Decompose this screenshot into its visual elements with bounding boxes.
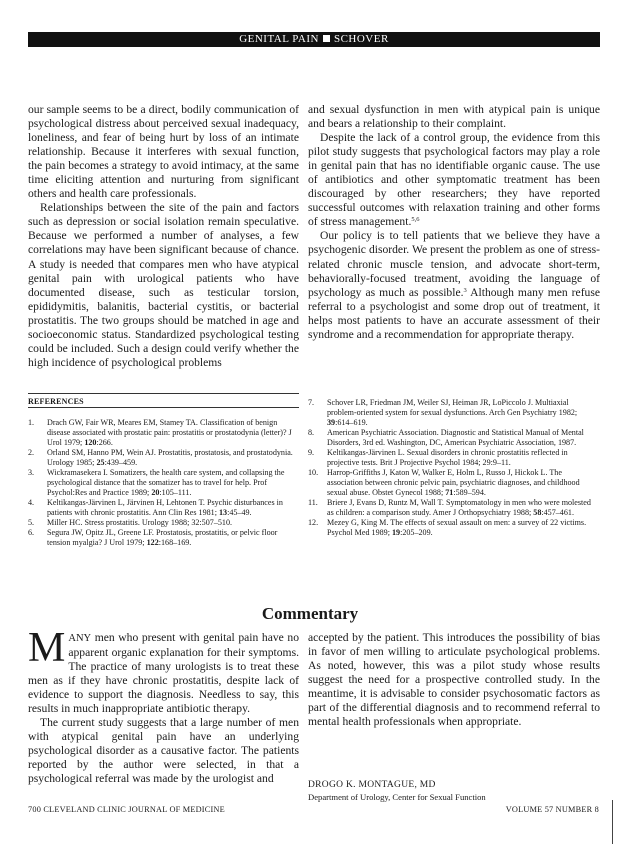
page-edge-line <box>612 800 613 844</box>
reference-item <box>308 468 598 498</box>
reference-number: 8. <box>308 428 315 437</box>
reference-item <box>28 468 299 498</box>
reference-item <box>28 518 299 528</box>
author-name: DROGO K. MONTAGUE, MD <box>308 780 436 790</box>
reference-number: 11. <box>308 498 318 507</box>
references-list-left <box>28 418 299 548</box>
reference-volume: 120 <box>84 438 97 447</box>
reference-pages: :614–619. <box>335 418 368 427</box>
lead-word: ANY <box>68 633 92 644</box>
reference-volume: 39 <box>327 418 336 427</box>
reference-text: Mezey G, King M. The effects of sexual assault on men: a survey of 22 victims. Psychol Med 1989; <box>327 518 587 537</box>
reference-pages: :105–111. <box>159 488 192 497</box>
reference-text: American Psychiatric Association. Diagnostic and Statistical Manual of Mental Disorders, 3rd ed. Washington, DC, American Psychiatric Association, 1987. <box>327 428 584 447</box>
references-top-rule <box>28 393 299 394</box>
reference-number: 4. <box>28 498 35 507</box>
reference-volume: 13 <box>218 508 228 517</box>
commentary-left-column <box>28 625 299 787</box>
commentary-right-column <box>308 631 600 729</box>
footer-journal: 700 CLEVELAND CLINIC JOURNAL OF MEDICINE <box>28 805 225 814</box>
reference-text: Briere J, Evans D, Runtz M, Wall T. Symptomatology in men who were molested as children: a comparison study. Amer J Orthopsychiatry 1988; <box>327 498 591 517</box>
main-text-right-column <box>308 103 600 342</box>
reference-number: 3. <box>28 468 35 477</box>
reference-volume: 122 <box>146 538 159 547</box>
reference-text: Orland SM, Hanno PM, Wein AJ. Prostatitis, prostatosis, and prostatodynia. Urology 1985; <box>47 448 293 467</box>
paragraph: accepted by the patient. This introduces the possibility of bias in favor of men willing to articulate psychological problems. As noted, however, this was a pilot study whose results suggest the need for a prospective controlled study. In the meantime, it is advisable to consider psychosomatic factors as part of the differential diagnosis and to recommend referral to mental health professionals when appropriate. <box>308 631 600 729</box>
paragraph: and sexual dysfunction in men with atypical pain is unique and bears a relationship to their complaint. <box>308 103 600 131</box>
paragraph: Our policy is to tell patients that we believe they have a psychogenic disorder. We present the problem as one of stress-related chronic muscle tension, and advocate short-term, behaviorally-focused treatment, avoiding the language of psychology as much as possible.$^3$ Although many men refuse referral to a psychologist and some drop out of treatment, it helps most patients to have an accurate assessment of their syndrome and a recommendation for appropriate therapy. <box>308 229 601 341</box>
reference-pages: :457–461. <box>541 508 574 517</box>
references-heading-rule <box>28 407 299 408</box>
reference-volume: 20 <box>151 488 160 497</box>
reference-volume: 71 <box>445 488 454 497</box>
reference-item <box>308 518 598 538</box>
reference-item <box>308 398 598 428</box>
paragraph: our sample seems to be a direct, bodily communication of psychological distress about perceived sexual inadequacy, loneliness, and fear of being hurt by loss of an intimate relationship. Because it interferes with sexual function, the pain becomes a strategy to avoid intimacy, at the same time eliciting attention and nurturing from significant others and health care professionals. <box>28 103 299 201</box>
reference-pages: :205–209. <box>400 528 433 537</box>
reference-text: Harrop-Griffiths J, Katon W, Walker E, Holm L, Russo J, Hickok L. The association between chronic pelvic pain, psychiatric diagnoses, and childhood sexual abuse. Obstet Gynecol 1988; <box>327 468 580 497</box>
reference-number: 1. <box>28 418 35 427</box>
reference-item <box>308 428 598 448</box>
paragraph: Despite the lack of a control group, the evidence from this pilot study suggests that psychological factors may play a role in genital pain that has no identifiable organic cause. The use of antibiotics and other symptomatic treatment has been discouraged by other researchers; they have reported successful outcomes with relaxation training and other forms of stress management.$^{5,6}$ <box>308 131 600 229</box>
reference-number: 7. <box>308 398 315 407</box>
reference-item <box>28 498 299 518</box>
reference-number: 12. <box>308 518 319 527</box>
references-list-right <box>308 398 598 538</box>
author-affiliation: Department of Urology, Center for Sexual Function <box>308 792 486 802</box>
reference-pages: :266. <box>96 438 113 447</box>
reference-pages: :168–169. <box>158 538 192 547</box>
reference-item <box>28 448 299 468</box>
reference-text: Miller HC. Stress prostatitis. Urology 1988; 32:507–510. <box>47 518 233 527</box>
reference-text: Schover LR, Friedman JM, Weiler SJ, Heiman JR, LoPiccolo J. Multiaxial problem-oriented system for sexual dysfunctions. Arch Gen Psychiatry 1982; <box>327 398 578 417</box>
reference-number: 5. <box>28 518 35 527</box>
reference-item <box>28 418 299 448</box>
reference-text: Wickramasekera I. Somatizers, the health care system, and collapsing the psychological distance that the somatizer has to travel for help. Prof Psychol:Res and Practice 1989; <box>47 468 285 497</box>
reference-number: 10. <box>308 468 319 477</box>
reference-text: Segura JW, Opitz JL, Greene LF. Prostatosis, prostatitis, or pelvic floor tension myalgia? J Urol 1979; <box>47 528 278 547</box>
citation-superscript: 5,6 <box>411 216 420 224</box>
paragraph: Relationships between the site of the pain and factors such as depression or social isolation remain speculative. Because we performed a number of analyses, a few correlations may have been significant because of chance. A study is needed that compares men who have atypical genital pain with urological patients who have documented disease, such as testicular torsion, epididymitis, balanitis, bacterial cystitis, or bacterial prostatitis. The two groups should be matched in age and socioeconomic status. Standardized psychological testing could be included. Such a design could verify whether the high incidence of psychological problems <box>28 201 299 369</box>
references-heading: REFERENCES <box>28 397 84 406</box>
reference-pages: :45–49. <box>227 508 252 517</box>
reference-pages: :439–459. <box>104 458 138 467</box>
paragraph: MANY men who present with genital pain have no apparent organic explanation for their symptoms. The practice of many urologists is to treat these men as if they have chronic prostatitis, despite lack of evidence to support the diagnosis. Needless to say, this results in much inappropriate antibiotic therapy. <box>28 625 299 716</box>
reference-volume: 25 <box>96 458 105 467</box>
reference-text: Drach GW, Fair WR, Meares EM, Stamey TA. Classification of benign disease associated with prostatic pain: prostatitis or prostatodynia (letter)? J Urol 1979; <box>47 418 292 447</box>
commentary-author <box>308 780 600 802</box>
header-author: SCHOVER <box>333 33 389 45</box>
reference-item <box>308 448 598 468</box>
commentary-title: Commentary <box>261 604 359 623</box>
square-separator-icon <box>323 35 330 42</box>
citation-superscript: 3 <box>463 286 467 294</box>
reference-volume: 19 <box>391 528 401 537</box>
paragraph: The current study suggests that a large number of men with atypical genital pain have an underlying psychological disorder as a causative factor. The patients reported by the author were selected, in that a psychological referral was made by the urologist and <box>28 716 299 786</box>
reference-text: Keltikangas-Järvinen L, Järvinen H, Lehtonen T. Psychic disturbances in patients with chronic prostatitis. Ann Clin Res 1981; <box>47 498 283 517</box>
reference-text: Keltikangas-Järvinen L. Sexual disorders in chronic prostatitis reflected in projective tests. Brit J Projective Psychol 1984; 29:9–11. <box>327 448 568 467</box>
reference-volume: 58 <box>533 508 542 517</box>
main-text-left-column <box>28 103 299 370</box>
reference-item <box>308 498 598 518</box>
reference-pages: :589–594. <box>453 488 486 497</box>
drop-cap: M <box>28 625 66 671</box>
reference-number: 6. <box>28 528 35 537</box>
reference-number: 9. <box>308 448 315 457</box>
reference-number: 2. <box>28 448 35 457</box>
running-header <box>28 32 600 47</box>
footer-volume: VOLUME 57 NUMBER 8 <box>505 805 599 814</box>
reference-item <box>28 528 299 548</box>
header-section: GENITAL PAIN <box>239 33 319 45</box>
